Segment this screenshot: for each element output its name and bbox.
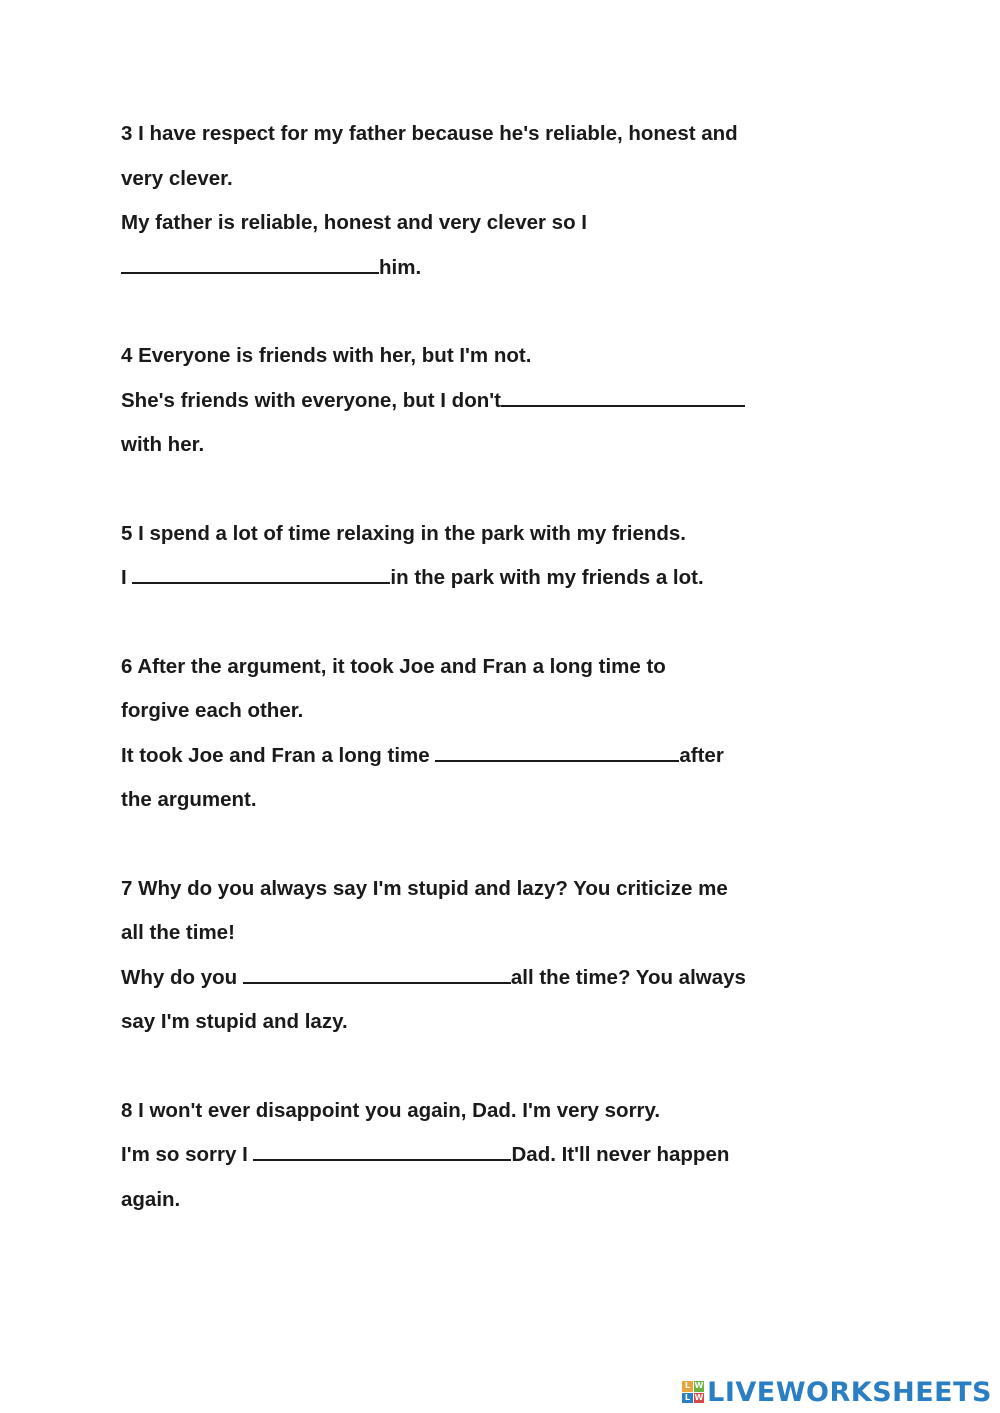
question-5-rewrite-line-1: [121, 556, 771, 601]
question-5: [121, 512, 771, 601]
question-6-rewrite-line-2: the argument.: [121, 788, 257, 811]
question-4: [121, 334, 771, 468]
question-6-answer-blank[interactable]: [435, 744, 679, 762]
question-3-rewrite-line-1: My father is reliable, honest and very clever so I: [121, 211, 587, 234]
question-3-rewrite-line-2: [121, 246, 771, 291]
question-6-prompt-line-1: 6 After the argument, it took Joe and Fran a long time to: [121, 654, 666, 678]
question-7: [121, 867, 771, 1045]
logo-mark-icon: [682, 1381, 704, 1403]
question-5-pre: I: [121, 566, 133, 589]
question-3-prompt-line-1: 3 I have respect for my father because he's reliable, honest and: [121, 122, 738, 145]
question-6-prompt-line-2: forgive each other.: [121, 699, 304, 722]
question-7-prompt-line-1: 7 Why do you always say I'm stupid and lazy? You criticize me: [121, 876, 728, 900]
question-4-answer-blank[interactable]: [501, 389, 745, 407]
question-4-rewrite-line-2: with her.: [121, 433, 205, 456]
logo-mark-cell: W: [694, 1381, 704, 1391]
question-4-pre: She's friends with everyone, but I don't: [121, 388, 501, 412]
question-6-post: after: [679, 743, 724, 767]
question-7-pre: Why do you: [121, 965, 243, 989]
question-3-prompt-line-2: very clever.: [121, 166, 233, 190]
question-3: [121, 112, 771, 290]
question-8-post: Dad. It'll never happen: [511, 1143, 730, 1166]
question-4-prompt-line-1: 4 Everyone is friends with her, but I'm not.: [121, 344, 532, 367]
question-7-prompt-line-2: all the time!: [121, 921, 235, 944]
question-7-rewrite-line-1: [121, 956, 771, 1001]
logo-mark-cell: L: [682, 1381, 693, 1392]
question-8-prompt-line-1: 8 I won't ever disappoint you again, Dad. I'm very sorry.: [121, 1098, 661, 1122]
question-8: [121, 1089, 771, 1223]
question-6: [121, 645, 771, 823]
logo-mark-cell: L: [682, 1393, 693, 1404]
logo-brand-text: LIVEWORKSHEETS: [707, 1376, 992, 1408]
question-6-pre: It took Joe and Fran a long time: [121, 743, 436, 767]
question-5-post: in the park with my friends a lot.: [390, 566, 704, 589]
question-3-post: him.: [379, 255, 422, 279]
worksheet-body: [121, 112, 771, 1222]
question-8-answer-blank[interactable]: [253, 1143, 511, 1161]
question-8-rewrite-line-2: again.: [121, 1187, 181, 1211]
question-7-post: all the time? You always: [510, 965, 746, 989]
question-7-rewrite-line-2: say I'm stupid and lazy.: [121, 1010, 348, 1033]
question-4-rewrite-line-1: [121, 379, 771, 424]
question-5-answer-blank[interactable]: [132, 566, 390, 584]
question-6-rewrite-line-1: [121, 734, 771, 779]
logo-mark-cell: W: [694, 1392, 704, 1402]
question-8-rewrite-line-1: [121, 1133, 771, 1178]
question-8-pre: I'm so sorry I: [121, 1143, 254, 1166]
question-3-answer-blank[interactable]: [121, 256, 379, 274]
liveworksheets-logo[interactable]: [682, 1377, 992, 1407]
question-5-prompt-line-1: 5 I spend a lot of time relaxing in the park with my friends.: [121, 521, 687, 545]
question-7-answer-blank[interactable]: [243, 966, 511, 984]
